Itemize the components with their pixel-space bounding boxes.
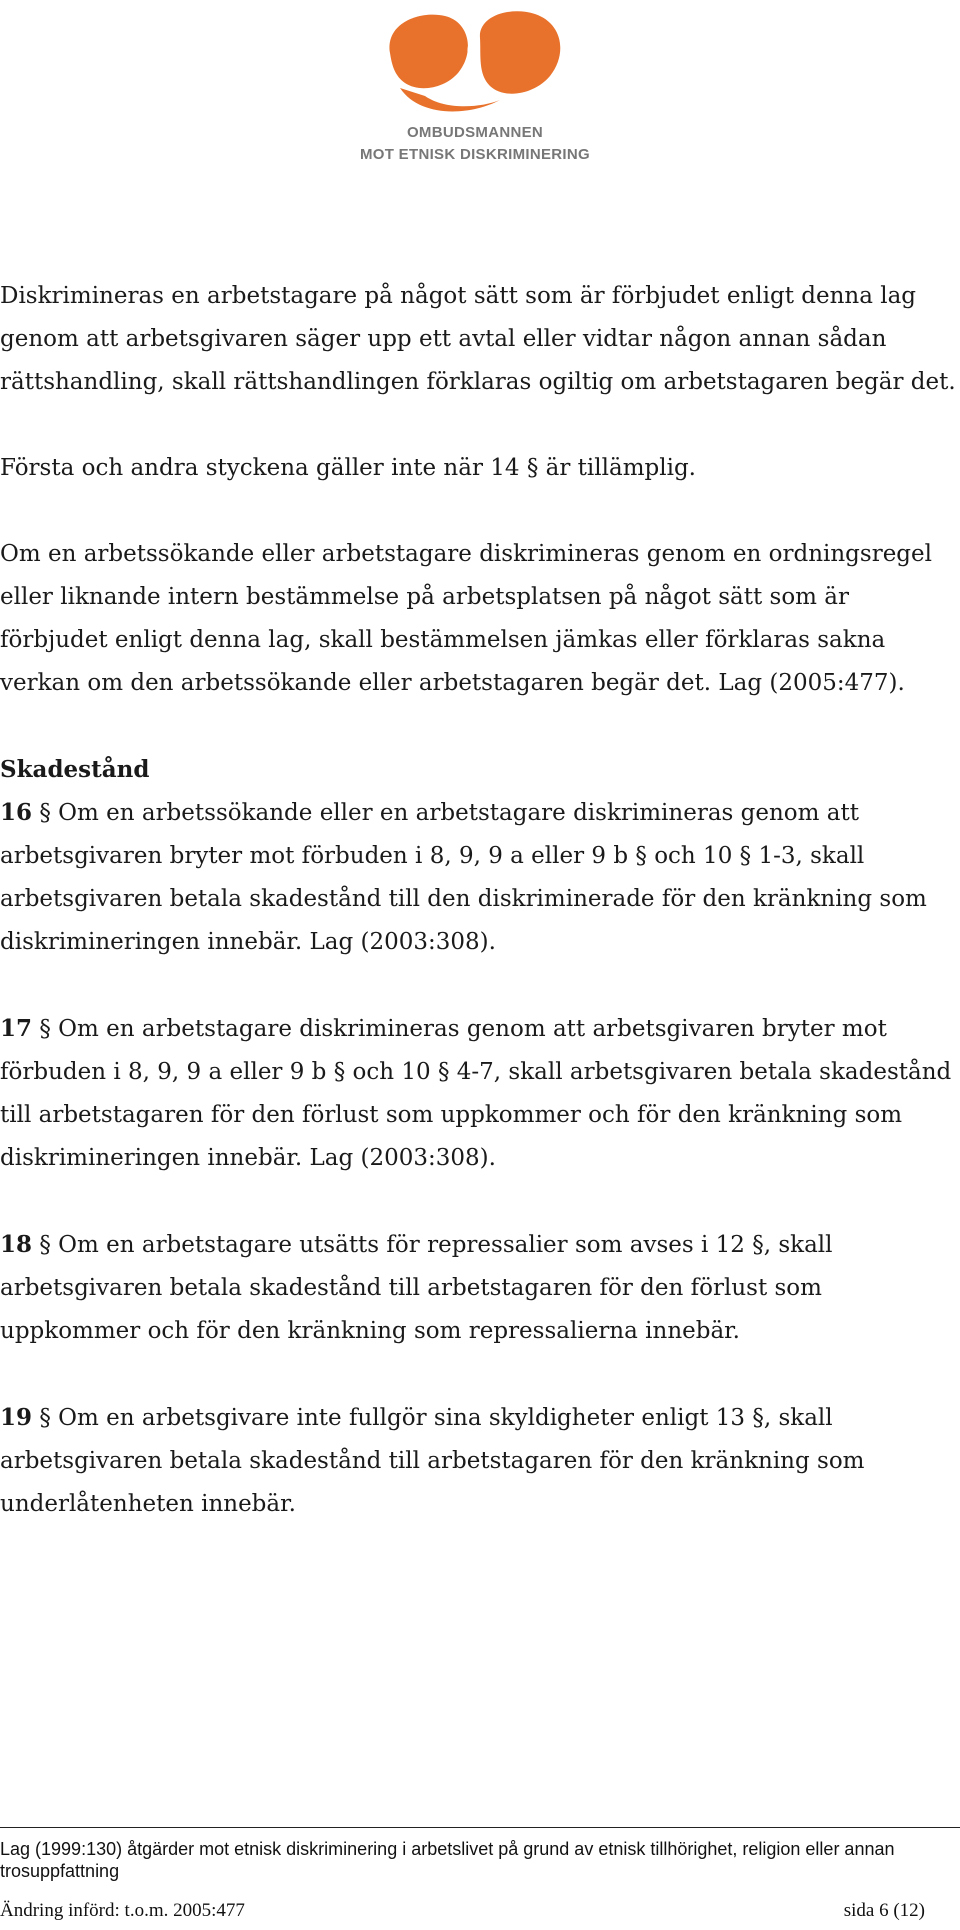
section-text: § Om en arbetstagare diskrimineras genom att arbetsgivaren bryter mot förbuden i 8, 9, 9 a eller 9 b § och 10 § 4-7, skall arbetsgivaren betala skadestånd till arbetstagaren för den förlust som uppkommer och för den kränkning som diskrimineringen innebär. Lag (2003:308). (0, 1016, 952, 1171)
footer-title: Lag (1999:130) åtgärder mot etnisk diskriminering i arbetslivet på grund av etnisk tillhörighet, religion eller annan trosuppfattning (0, 1839, 895, 1881)
section-16 (0, 791, 960, 964)
paragraph-1: Diskrimineras en arbetstagare på något sätt som är förbjudet enligt denna lag genom att arbetsgivaren säger upp ett avtal eller vidtar någon annan sådan rättshandling, skall rättshandlingen förklaras ogiltig om arbetstagaren begär det. (0, 283, 956, 395)
section-number: 18 (0, 1231, 33, 1258)
section-text: § Om en arbetsgivare inte fullgör sina skyldigheter enligt 13 §, skall arbetsgivaren betala skadestånd till arbetstagaren för den kränkning som underlåtenheten innebär. (0, 1405, 865, 1517)
footer-amendment: Ändring införd: t.o.m. 2005:477 (0, 1900, 245, 1921)
section-19 (0, 1396, 960, 1526)
footer-divider (0, 1827, 960, 1828)
section-number: 17 (0, 1015, 33, 1042)
logo-text-line1: OMBUDSMANNEN (406, 124, 544, 141)
paragraph-3: Om en arbetssökande eller arbetstagare diskrimineras genom en ordningsregel eller liknande intern bestämmelse på arbetsplatsen på något sätt som är förbjudet enligt denna lag, skall bestämmelsen jämkas eller förklaras sakna verkan om den arbetssökande eller arbetstagaren begär det. Lag (2005:477). (0, 541, 932, 696)
document-body (0, 275, 960, 1526)
logo-mark-icon (350, 8, 600, 123)
section-text: § Om en arbetssökande eller en arbetstagare diskrimineras genom att arbetsgivaren bryter mot förbuden i 8, 9, 9 a eller 9 b § och 10 § 1-3, skall arbetsgivaren betala skadestånd till den diskriminerade för den kränkning som diskrimineringen innebär. Lag (2003:308). (0, 800, 927, 955)
section-17 (0, 1007, 960, 1180)
logo-text-line2: MOT ETNISK DISKRIMINERING (359, 146, 590, 163)
footer-bottom (0, 1900, 960, 1922)
section-number: 19 (0, 1404, 33, 1431)
paragraph-2: Första och andra styckena gäller inte när 14 § är tillämplig. (0, 455, 696, 481)
section-number: 16 (0, 799, 33, 826)
section-text: § Om en arbetstagare utsätts för repressalier som avses i 12 §, skall arbetsgivaren betala skadestånd till arbetstagaren för den förlust som uppkommer och för den kränkning som repressalierna innebär. (0, 1232, 833, 1344)
logo (350, 8, 600, 168)
section-18 (0, 1223, 960, 1353)
section-heading: Skadestånd (0, 756, 150, 783)
page-number: sida 6 (12) (843, 1900, 925, 1921)
